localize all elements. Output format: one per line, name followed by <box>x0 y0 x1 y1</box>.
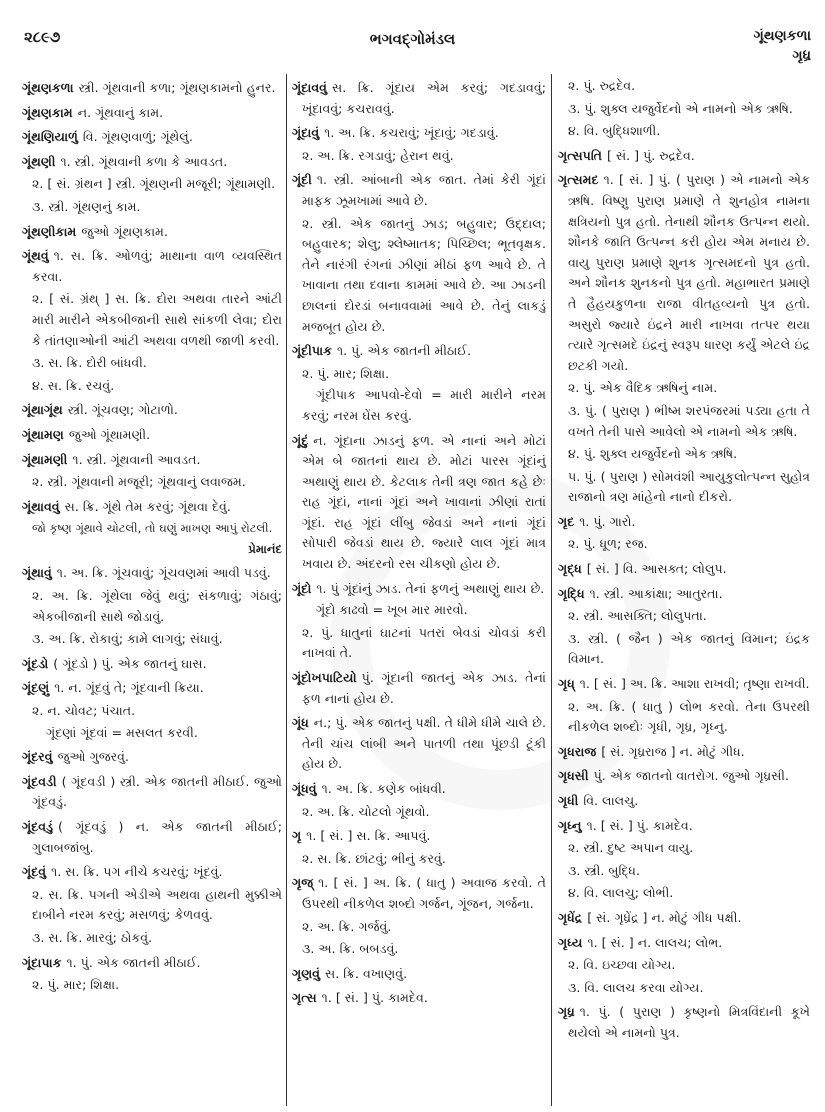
entry-sense <box>22 174 282 195</box>
headword: ગૃધી <box>558 793 579 808</box>
definition-text: ૪. સ. ક્રિ. રચવું. <box>32 377 115 393</box>
definition-text: જુઓ ગૂંથામણી. <box>68 426 151 442</box>
entry-sense <box>22 928 282 949</box>
dictionary-entry <box>558 933 810 954</box>
definition-text: ૨. પું. માર; શિક્ષા. <box>32 977 120 993</box>
definition-text: ૨. સ. ક્રિ. છાંટવું; ભીનું કરવું. <box>302 850 446 866</box>
definition-text: ૧. અ. ક્રિ. ગૂંચવાવું; ગૂંચવણમાં આવી પડવું. <box>56 565 271 581</box>
definition-text: ૪. વિ. લાલચુ; લોભી. <box>568 885 674 901</box>
headword: ગૃધસી <box>558 768 589 784</box>
dictionary-entry <box>558 512 810 533</box>
definition-text: ૩. વિ. લાલચ કરવા યોગ્ય. <box>568 979 704 995</box>
dictionary-entry <box>292 779 546 800</box>
definition-text: ૨. સ્ત્રી. દુષ્ટ અપાન વાયુ. <box>568 840 694 856</box>
dictionary-entry <box>558 908 810 929</box>
entry-sense <box>22 701 282 722</box>
entry-sense <box>558 883 810 904</box>
definition-text: ગૂંદણાં ગૂંદવાં = મસલત કરવી. <box>46 724 198 740</box>
headword: ગૃધ્ર <box>558 1004 575 1020</box>
definition-text: [ સં. ગૃધ્રેંદ્ર ] ન. મોટું ગીધ પક્ષી. <box>587 909 742 925</box>
entry-sense <box>22 197 282 218</box>
dictionary-entry <box>558 742 810 763</box>
dictionary-entry <box>22 400 282 421</box>
definition-text: ૧. [ સં. ] પું. કામદેવ. <box>321 990 428 1006</box>
dictionary-entry <box>22 78 282 99</box>
headword: ગૂંથાવવું <box>22 498 60 514</box>
definition-text: ૨. ન. ચોવટ; પંચાત. <box>32 703 136 719</box>
entry-sense <box>292 214 546 338</box>
headword: ગૃદ <box>558 513 575 529</box>
dictionary-entry <box>558 816 810 837</box>
headword: ગૂંદીપાક <box>292 343 332 359</box>
entry-sense <box>22 289 282 351</box>
entry-sense <box>22 353 282 374</box>
definition-text: ૩. સ. ક્રિ. દોરી બાંધવી. <box>32 355 147 371</box>
definition-text: ૪. પું. શુક્લ યજુર્વેદનો એક ઋષિ. <box>568 446 738 462</box>
dictionary-column-3 <box>558 74 810 1044</box>
definition-text: ૧. પું. ( પુરાણ ) કૃષ્ણનો મિત્રવિંદાની કૂખે થયેલો એ નામનો પુત્ર. <box>568 1004 810 1040</box>
headword: ગૂંથાવું <box>22 565 52 581</box>
dictionary-entry <box>292 668 546 709</box>
entry-sense <box>558 978 810 999</box>
definition-text: ૧. પું ગૂંદાંનું ઝાડ. તેનાં ફળનું અથાણું થાય છે. <box>316 580 545 596</box>
dictionary-entry <box>22 862 282 883</box>
definition-text: ૧. સ્ત્રી. આંબાની એક જાત. તેમાં કેરી ગૂંદાં માફક ઝૂમખામાં આવે છે. <box>302 172 546 208</box>
definition-text: ૨. વિ. ઇચ્છવા યોગ્ય. <box>568 957 676 973</box>
headword: ગૃત્સ <box>292 990 317 1006</box>
quotation-attribution: પ્રેમાનંદ <box>248 541 282 556</box>
headword: ગૃદ્ધ <box>558 561 582 577</box>
definition-text: ૩. પું. ( પુરાણ ) ભીષ્મ શરપંજરમાં પડ્યા હતા તે વખતે તેની પાસે આવેલો એ નામનો એક ઋષિ. <box>568 402 810 439</box>
definition-text: ૨. સ્ત્રી. આસક્તિ; લોલુપતા. <box>568 608 707 624</box>
dictionary-entry <box>558 170 810 376</box>
dictionary-entry <box>558 674 810 695</box>
entry-sense <box>292 802 546 823</box>
headword: ગૃધેંદ્ર <box>558 909 583 925</box>
entry-sense <box>292 623 546 664</box>
headword: ગૂંથણીકામ <box>22 223 77 239</box>
definition-text: ૧. [ સં. ] પું. ( પુરાણ ) એ નામનો એક ઋષિ. વિષ્ણુ પુરાણ પ્રમાણે તે શુનહોત્ર નામના ક્ષત્રિયનો પુત્ર હતો. તેનાથી શૌનક ઉત્પન્ન થયો. શૌનકે જાતિ ઉત્પન્ન કરી હોય એમ મનાય છે. વાયુ પુરાણ પ્રમાણે શુનક ગૃત્સમદનો પુત્ર હતો. અને શૌનક શુનકનો પુત્ર હતો. મહાભારત પ્રમાણે તે હૈહયકુળના રાજા વીતહવ્યનો પુત્ર હતો. અસુરો જ્યારે ઇંદ્રને મારી નાખવા તત્પર થયા ત્યારે ગૃત્સમદે ઇંદ્રનું સ્વરૂપ ધારણ કર્યું એટલે ઇંદ્ર છટકી ગયો. <box>568 172 810 373</box>
definition-text: ૨. અ. ક્રિ. ગર્જવું. <box>302 918 392 934</box>
definition-text: ૧. સ. ક્રિ. ઓળવું; માથાના વાળ વ્યવસ્થિત કરવા. <box>32 248 282 284</box>
definition-text: ૨. સ. ક્રિ. પગની એડીએ અથવા હાથની મુક્કીએ દાબીને નરમ કરવું; મસળવું; કેળવવું. <box>32 886 282 923</box>
column-divider <box>286 74 287 1106</box>
definition-text: ૧. [ સં. ] અ. ક્રિ. ( ધાતુ ) અવાજ કરવો. તે ઉપરથી નીકળેલ શબ્દો ગર્જન, ગૂંજન, ગર્જના. <box>302 875 546 911</box>
headword: ગૃ <box>292 828 302 844</box>
definition-text: ૨. અ. ક્રિ. ચોટલો ગૂંથવો. <box>302 803 430 819</box>
headword: ગૂંધવું <box>292 781 317 796</box>
headword: ગૂંદવડું <box>22 819 53 834</box>
definition-text: ૨. પું. ધાતુનાં ઘાટનાં પતરાં બેવડાં ચોવડાં કરી નાખવાં તે. <box>302 624 546 661</box>
guide-words <box>754 26 811 66</box>
definition-text: ૧. સ્ત્રી. ગૂંથવાની આવડત. <box>72 451 201 467</box>
entry-sense <box>558 697 810 738</box>
definition-text: જો કૃષ્ણ ગૂંથાવે ચોટલી, તો ઘણું માખણ આપું રોટલી. <box>32 521 273 536</box>
definition-text: સ. ક્રિ. ગૂંદાય એમ કરવું; ગદડાવવું; ખૂંદાવવું; કચરાવવું. <box>302 80 546 116</box>
headword: ગૂંદવું <box>22 864 47 880</box>
definition-text: પું. ગૂંદાની જાતનું એક ઝાડ. તેનાં ફળ નાનાં હોય છે. <box>302 670 546 706</box>
entry-quotation <box>22 518 282 559</box>
definition-text: ૧. [ સં. ] ન. લાલચ; લોભ. <box>587 934 723 950</box>
definition-text: ૪. વિ. બુદ્ધિશાળી. <box>568 123 661 139</box>
entry-sense <box>22 586 282 627</box>
dictionary-entry <box>22 246 282 287</box>
definition-text: ( ગૂંદવડી ) સ્ત્રી. એક જાતની મીઠાઈ. જુઓ ગૂંદવડું. <box>32 773 282 810</box>
definition-text: ૩. સ્ત્રી. બુદ્ધિ. <box>568 862 640 878</box>
entry-sense <box>292 849 546 870</box>
definition-text: સ્ત્રી. ગૂંચવણ; ગોટાળો. <box>67 402 178 418</box>
definition-text: ન.; પું. એક જાતનું પક્ષી. તે ધીમે ધીમે ચાલે છે. તેની ચાંચ લાંબી અને પાતળી તથા પૂંછડી ટૂંકી હોય છે. <box>302 715 546 772</box>
definition-text: ૨. અ. ક્રિ. ગૂંથેલા જેવું થવું; સંકળાવું; ગંઠાવું; એકબીજાની સાથે જોડાવું. <box>32 588 282 624</box>
entry-sense <box>558 606 810 627</box>
entry-sense <box>292 364 546 385</box>
headword: ગૃણવું <box>292 965 321 981</box>
page-title: ભગવદ્ગોમંડલ <box>369 30 456 48</box>
definition-text: ૩. સ. ક્રિ. મારવું; ઠોકવું. <box>32 929 153 945</box>
dictionary-entry <box>22 127 282 148</box>
entry-sense <box>558 861 810 882</box>
dictionary-entry <box>558 791 810 812</box>
definition-text: [ સં. ] પું. રુદ્રદેવ. <box>607 147 695 163</box>
definition-text: ન. ગૂંદાના ઝાડનું ફળ. એ નાનાં અને મોટાં એમ બે જાતનાં થાય છે. મોટાં પારસ ગૂંદાંનું અથાણું થાય છે. કેટલાક તેની ત્રણ જાત કહે છેઃ રાહ ગૂંદાં, નાનાં ગૂંદાં અને ખાવાનાં ઝીણાં રાતાં ગૂંદાં. રાહ ગૂંદાં લીંબુ જેવડાં અને નાનાં ગૂંદાં સોપારી જેવડાં થાય છે. જ્યારે લાલ ગૂંદાં માત્ર ખવાય છે. અંદરનો રસ ચીકણો હોય છે. <box>302 432 546 572</box>
definition-text: સ્ત્રી. ગૂંથવાની કળા; ગૂંથણકામનો હુનર. <box>78 80 276 95</box>
entry-sense <box>558 534 810 555</box>
definition-text: ગૂંદીપાક આપવો-દેવો = મારી મારીને નરમ કરવું; નરમ ઘેંસ કરવું. <box>302 387 546 423</box>
definition-text: જુઓ ગૂંથણકામ. <box>81 223 168 239</box>
definition-text: ૩. પું. શુક્લ યજુર્વેદનો એ નામનો એક ઋષિ. <box>568 100 793 116</box>
entry-sense <box>22 376 282 397</box>
dictionary-entry <box>292 170 546 211</box>
headword: ગૂંથણી <box>22 153 56 169</box>
headword: ગૂંદડો <box>22 655 49 671</box>
dictionary-entry <box>558 584 810 605</box>
entry-phrase <box>292 385 546 426</box>
definition-text: ૧. ન. ગૂંદવું તે; ગૂંદવાની ક્રિયા. <box>54 680 204 696</box>
entry-sense <box>558 99 810 120</box>
dictionary-entry <box>22 497 282 518</box>
definition-text: ૩. અ. ક્રિ. બબડવું. <box>302 941 399 957</box>
dictionary-entry <box>22 152 282 173</box>
entry-sense <box>558 629 810 670</box>
definition-text: ૩. સ્ત્રી. ( જૈન ) એક જાતનું વિમાન; ઇંદ્રક વિમાન. <box>568 630 810 667</box>
definition-text: ૧. પું. એક જાતની મીઠાઈ. <box>66 954 201 970</box>
definition-text: સ. ક્રિ. ગૂંથે તેમ કરવું; ગૂંથવા દેવું. <box>64 498 231 514</box>
entry-sense <box>292 917 546 938</box>
definition-text: ૨. પું. એક વૈદિક ઋષિનું નામ. <box>568 380 718 396</box>
definition-text: વિ. ગૂંથણવાળું; ગૂંથેલું. <box>82 129 193 145</box>
entry-phrase <box>22 723 282 744</box>
guide-word-last: ગૃધ્ર <box>792 48 811 64</box>
definition-text: ૨. અ. ક્રિ. રગડાવું; હેરાન થવું. <box>302 147 454 163</box>
headword: ગૂંથાગૂંથ <box>22 402 63 418</box>
headword: ગૂંદું <box>292 432 309 448</box>
dictionary-entry <box>292 431 546 575</box>
headword: ગૂંદાવું <box>292 125 320 141</box>
definition-text: ૧. અ. ક્રિ. કણેક બાંધવી. <box>321 781 446 796</box>
dictionary-entry <box>558 1002 810 1043</box>
headword: ગૂંથવું <box>22 248 49 264</box>
headword: ગૃધરાજ <box>558 743 597 759</box>
definition-text: વિ. લાલચુ. <box>583 793 639 808</box>
dictionary-entry <box>292 964 546 985</box>
definition-text: ૨. [ સં. ગ્રંથ્ ] સ. ક્રિ. દોરા અથવા તારને આંટી મારી મારીને એકબીજાની સાથે સાંકળી લેવા; દોરા કે તાંતણાઓની આંટી અથવા વળથી જાળી કરવી. <box>32 291 282 348</box>
definition-text: ન. ગૂંથવાનું કામ. <box>77 104 164 120</box>
dictionary-entry <box>292 579 546 600</box>
headword: ગૂંદોખપાટિયો <box>292 670 357 686</box>
dictionary-entry <box>558 146 810 167</box>
page-number: ૨૮૯૭ <box>24 28 61 46</box>
dictionary-entry <box>292 873 546 914</box>
dictionary-entry <box>22 654 282 675</box>
entry-sense <box>558 121 810 142</box>
headword: ગૂંથામણી <box>22 451 68 467</box>
definition-text: ૫. પું. ( પુરાણ ) સોમવંશી આયુકુલોત્પન્ન સુહોત્ર રાજાનો ત્રણ માંહેનો નાનો દીકરો. <box>568 468 810 505</box>
headword: ગૂંધ <box>292 715 309 731</box>
definition-text: ( ગૂંદડો ) પું. એક જાતનું ઘાસ. <box>53 655 207 671</box>
headword: ગૂંથામણ <box>22 426 64 442</box>
definition-text: [ સં. ગૃધ્રરાજ ] ન. મોટું ગીધ. <box>601 743 745 759</box>
definition-text: ૧. પું. એક જાતની મીઠાઈ. <box>337 343 472 359</box>
definition-text: ૧. [ સં. ] પું. કામદેવ. <box>586 817 693 833</box>
headword: ગૃત્સમદ <box>558 172 599 188</box>
definition-text: ૧. [ સં. ] સ. ક્રિ. આપવું. <box>306 828 431 844</box>
definition-text: પું. એક જાતનો વાતરોગ. જુઓ ગૃધ્રસી. <box>593 768 790 784</box>
headword: ગૃધ્ <box>558 676 575 692</box>
dictionary-entry <box>22 563 282 584</box>
headword: ગૂંથણકળા <box>22 80 74 95</box>
entry-sense <box>22 885 282 926</box>
dictionary-entry <box>22 222 282 243</box>
dictionary-entry <box>292 78 546 119</box>
dictionary-column-2 <box>292 74 546 1009</box>
definition-text: ૩. અ. ક્રિ. રોકાવું; કામે લાગવું; સંધાવું. <box>32 631 223 647</box>
headword: ગૂંથણકામ <box>22 104 73 120</box>
dictionary-entry <box>292 341 546 362</box>
entry-sense <box>292 146 546 167</box>
definition-text: ૧. અ. ક્રિ. કચરાવું; ખૂંદાવું; ગદડાવું. <box>324 125 499 141</box>
entry-sense <box>558 444 810 465</box>
definition-text: [ સં. ] વિ. આસક્ત; લોલુપ. <box>586 561 727 577</box>
dictionary-entry <box>292 123 546 144</box>
dictionary-entry <box>22 103 282 124</box>
definition-text: ૨. [ સં. ગ્રંથન ] સ્ત્રી. ગૂંથણની મજૂરી; ગૂંથામણી. <box>32 176 276 192</box>
dictionary-entry <box>292 713 546 775</box>
dictionary-entry <box>22 817 282 858</box>
headword: ગૃધ્ય <box>558 934 583 950</box>
dictionary-entry <box>22 953 282 974</box>
definition-text: ૨. સ્ત્રી. ગૂંથવાની મજૂરી; ગૂંથવાનું લવાજમ. <box>32 474 246 490</box>
headword: ગૃજ્ <box>292 875 314 891</box>
definition-text: જુઓ ગુજરવું. <box>57 749 129 765</box>
entry-sense <box>558 378 810 399</box>
headword: ગૂંદાવવું <box>292 80 328 95</box>
headword: ગૃદ્ધિ <box>558 585 585 601</box>
headword: ગૂંદો <box>292 580 312 596</box>
headword: ગૂંદણું <box>22 680 50 696</box>
definition-text: ( ગૂંદવડું ) ન. એક જાતની મીઠાઈ; ગુલાબજાંબુ. <box>32 819 282 855</box>
definition-text: ૧. સ. ક્રિ. પગ નીચે કચરવું; ખૂંદવું. <box>51 864 223 880</box>
entry-sense <box>292 939 546 960</box>
headword: ગૂંદવડી <box>22 773 57 789</box>
entry-sense <box>558 467 810 508</box>
dictionary-entry <box>22 747 282 768</box>
entry-sense <box>558 76 810 97</box>
dictionary-entry <box>22 678 282 699</box>
definition-text: ૧. [ સં. ] અ. ક્રિ. આશા રાખવી; તૃષ્ણા રાખવી. <box>579 676 810 692</box>
entry-sense <box>558 955 810 976</box>
entry-sense <box>22 472 282 493</box>
dictionary-entry <box>292 988 546 1009</box>
definition-text: ૨. અ. ક્રિ. ( ધાતુ ) લોભ કરવો. તેના ઉપરથી નીકળેલ શબ્દોઃ ગૃધી, ગૃધ્ર, ગૃધ્નુ. <box>568 698 810 735</box>
dictionary-entry <box>22 772 282 813</box>
guide-word-first: ગૂંથણકળા <box>753 28 811 44</box>
entry-sense <box>558 838 810 859</box>
definition-text: ૨. પું. રુદ્રદેવ. <box>568 78 636 93</box>
entry-sense <box>558 401 810 442</box>
dictionary-entry <box>558 766 810 787</box>
headword: ગૂંદાપાક <box>22 954 62 970</box>
dictionary-entry <box>22 450 282 471</box>
definition-text: સ. ક્રિ. વખાણવું. <box>325 965 408 981</box>
dictionary-column-1 <box>22 74 282 996</box>
column-divider <box>551 74 552 1106</box>
definition-text: ૧. સ્ત્રી. આકાંક્ષા; આતુરતા. <box>589 585 723 601</box>
headword: ગૂંદી <box>292 172 312 188</box>
entry-sense <box>22 629 282 650</box>
definition-text: ૩. સ્ત્રી. ગૂંથણનું કામ. <box>32 198 141 214</box>
definition-text: ૨. સ્ત્રી. એક જાતનું ઝાડ; બહુવાર; ઉદ્દાલ; બહુવારક; શેલુ; શ્લેષ્માતક; પિચ્છિલ; ભૂતવૃક્ષક. તેને નારંગી રંગનાં ઝીણાં મીઠાં ફળ આવે છે. તે ખાવાના તથા દવાના કામમાં આવે છે. આ ઝાડની છાલનાં દોરડાં બનાવવામાં આવે છે. તેનું લાકડું મજબૂત હોય છે. <box>302 215 546 334</box>
dictionary-entry <box>292 826 546 847</box>
definition-text: ૨. પું. ધૂળ; રજ. <box>568 536 648 552</box>
dictionary-entry <box>558 559 810 580</box>
definition-text: ગૂંદો કાઢવો = ખૂબ માર મારવો. <box>316 602 468 618</box>
dictionary-entry <box>22 425 282 446</box>
entry-sense <box>22 975 282 996</box>
definition-text: ૧. પું. ગારો. <box>579 513 636 529</box>
headword: ગૃધ્નુ <box>558 817 582 833</box>
entry-phrase <box>292 600 546 621</box>
headword: ગૂંથણિયાળું <box>22 129 78 145</box>
definition-text: ૧. સ્ત્રી. ગૂંથવાની કળા કે આવડત. <box>60 153 228 169</box>
headword: ગૂંદરવું <box>22 749 53 765</box>
headword: ગૃત્સપતિ <box>558 147 603 163</box>
definition-text: ૨. પું. માર; શિક્ષા. <box>302 365 390 381</box>
